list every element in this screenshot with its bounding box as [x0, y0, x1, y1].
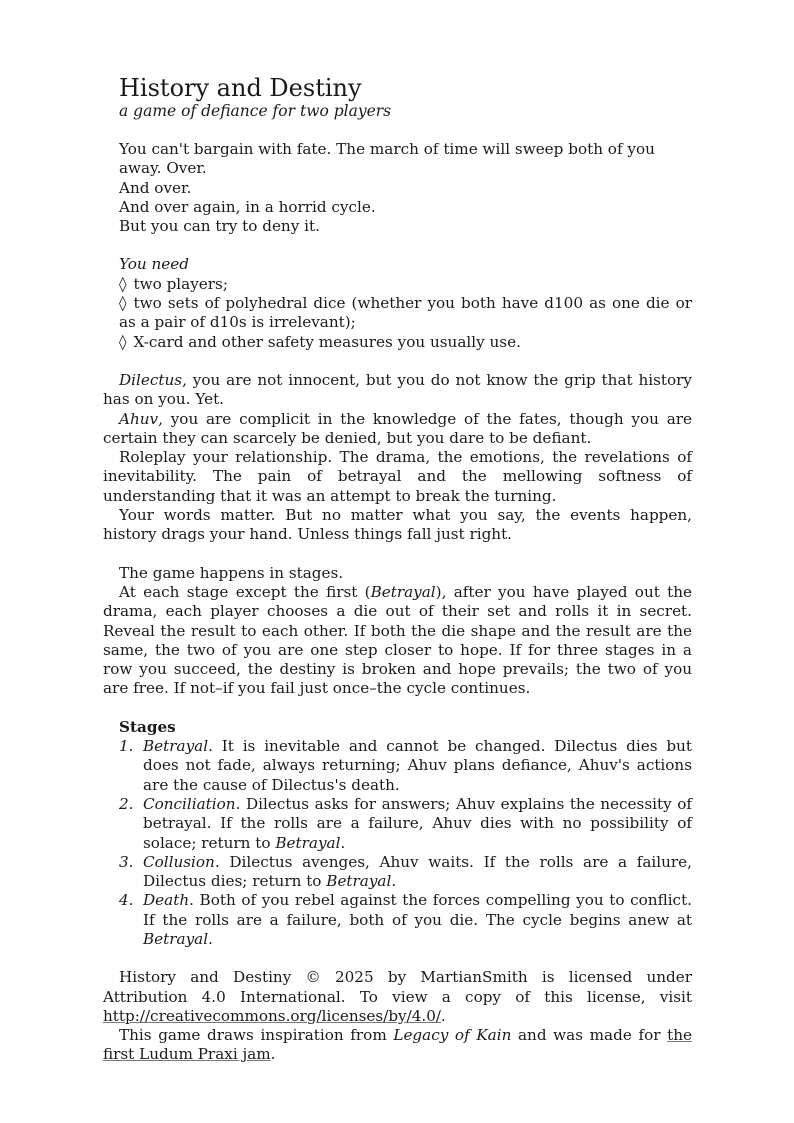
intro-line: You can't bargain with fate. The march of time will sweep both of you away. Over.	[119, 140, 655, 178]
inspiration-paragraph: This game draws inspiration from Legacy of Kain and was made for the first Ludum Praxi jam.	[103, 1026, 692, 1064]
page-title: History and Destiny	[119, 74, 362, 102]
words-paragraph: Your words matter. But no matter what you say, the events happen, history drags your hand. Unless things fall just right.	[103, 506, 692, 544]
diamond-bullet-icon: ◊	[119, 294, 127, 313]
stage-number: 1.	[119, 737, 134, 756]
license-link[interactable]: http://creativecommons.org/licenses/by/4.0/	[103, 1006, 442, 1025]
jam-link[interactable]: the first Ludum Praxi jam	[103, 1026, 692, 1064]
stage-item: 2. Conciliation. Dilectus asks for answers; Ahuv explains the necessity of betrayal. If the rolls are a failure, Ahuv dies with no possibility of solace; return to Betrayal.	[119, 794, 692, 852]
stages-list	[103, 737, 692, 949]
stage-name: Death	[143, 891, 190, 910]
requirements-list	[119, 275, 692, 352]
stage-name: Betrayal	[143, 737, 209, 756]
rules-section	[103, 564, 692, 699]
stage-name: Conciliation	[143, 794, 236, 813]
intro-line: But you can try to deny it.	[119, 217, 320, 236]
footer-section	[103, 968, 692, 1064]
stage-item: 4. Death. Both of you rebel against the forces compelling you to conflict. If the rolls are a failure, both of you die. The cycle begins anew at Betrayal.	[119, 891, 692, 948]
roles-section	[103, 371, 692, 545]
stages-intro: The game happens in stages.	[119, 563, 344, 582]
stage-number: 2.	[119, 794, 134, 813]
requirement-item: ◊ two players;	[119, 274, 228, 293]
ahuv-name: Ahuv	[119, 409, 159, 428]
stage-number: 3.	[119, 852, 134, 871]
stages-section	[103, 718, 692, 950]
ahuv-paragraph: Ahuv, you are complicit in the knowledge of the fates, though you are certain they can scarcely be denied, but you dare to be defiant.	[103, 409, 692, 447]
stage-item: 3. Collusion. Dilectus avenges, Ahuv waits. If the rolls are a failure, Dilectus dies; return to Betrayal.	[119, 852, 692, 891]
license-paragraph: History and Destiny © 2025 by MartianSmith is licensed under Attribution 4.0 International. To view a copy of this license, visit http://creativecommons.org/licenses/by/4.0/.	[103, 968, 692, 1025]
stage-item: 1. Betrayal. It is inevitable and cannot be changed. Dilectus dies but does not fade, always returning; Ahuv plans defiance, Ahuv's actions are the cause of Dilectus's death.	[119, 737, 692, 794]
requirement-item: ◊ two sets of polyhedral dice (whether you both have d100 as one die or as a pair of d10s is irrelevant);	[119, 294, 692, 332]
diamond-bullet-icon: ◊	[119, 274, 127, 293]
roleplay-paragraph: Roleplay your relationship. The drama, the emotions, the revelations of inevitability. The pain of betrayal and the mellowing softness of understanding that it was an attempt to break the turning.	[103, 448, 692, 505]
stages-heading: Stages	[119, 717, 176, 736]
dilectus-name: Dilectus	[119, 370, 183, 389]
intro-block	[103, 140, 692, 236]
requirements-section	[103, 255, 692, 351]
diamond-bullet-icon: ◊	[119, 332, 127, 351]
requirement-item: ◊ X-card and other safety measures you usually use.	[119, 332, 521, 351]
document-page	[103, 74, 692, 1065]
intro-line: And over.	[119, 178, 192, 197]
stage-number: 4.	[119, 891, 134, 910]
stage-rules-paragraph: At each stage except the first (Betrayal), after you have played out the drama, each player chooses a die out of their set and rolls it in secret. Reveal the result to each other. If both the die shape and the result are the same, the two of you are one step closer to hope. If for three stages in a row you succeed, the destiny is broken and hope prevails; the two of you are free. If not–if you fail just once–the cycle continues.	[103, 582, 693, 698]
stage-name: Collusion	[143, 852, 215, 871]
intro-line: And over again, in a horrid cycle.	[119, 197, 376, 216]
dilectus-paragraph: Dilectus, you are not innocent, but you do not know the grip that history has on you. Yet.	[103, 370, 692, 409]
requirements-heading: You need	[119, 255, 189, 274]
page-subtitle: a game of defiance for two players	[119, 102, 392, 120]
